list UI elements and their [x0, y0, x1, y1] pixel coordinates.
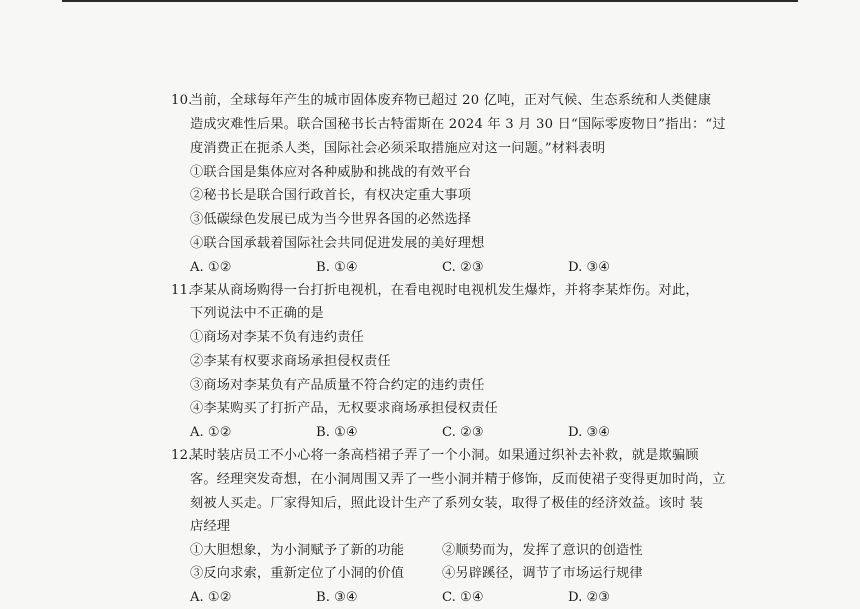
- question-stem-line: 刻被人买走。厂家得知后，照此设计生产了系列女装，取得了极佳的经济效益。该时 装: [190, 496, 704, 511]
- question-stem-line: 李某从商场购得一台打折电视机，在看电视时电视机发生爆炸，并将李某炸伤。对此，: [190, 283, 699, 298]
- choice-d: D. ③④: [568, 425, 611, 440]
- choice-c: C. ②③: [442, 425, 484, 440]
- question-stem-line: 下列说法中不正确的是: [190, 306, 324, 321]
- statement-1: ①大胆想象，为小洞赋予了新的功能: [190, 543, 405, 558]
- statement-3: ③商场对李某负有产品质量不符合约定的违约责任: [190, 378, 485, 393]
- choice-c: C. ①④: [442, 590, 484, 605]
- choice-d: D. ③④: [568, 260, 611, 275]
- choice-a: A. ①②: [190, 425, 232, 440]
- choice-b: B. ③④: [316, 590, 358, 605]
- question-number: 12.: [171, 448, 193, 463]
- question-stem-line: 造成灾难性后果。联合国秘书长古特雷斯在 2024 年 3 月 30 日“国际零废物日”指出：“过: [190, 117, 726, 132]
- top-border-line: [62, 0, 798, 2]
- choice-c: C. ②③: [442, 260, 484, 275]
- statement-3: ③反向求索，重新定位了小洞的价值: [190, 566, 405, 581]
- question-number: 11.: [171, 283, 193, 298]
- question-stem-line: 当前，全球每年产生的城市固体废弃物已超过 20 亿吨，正对气候、生态系统和人类健康: [190, 93, 712, 108]
- statement-3: ③低碳绿色发展已成为当今世界各国的必然选择: [190, 212, 472, 227]
- choice-b: B. ①④: [316, 425, 358, 440]
- choice-b: B. ①④: [316, 260, 358, 275]
- question-stem-line: 客。经理突发奇想，在小洞周围又弄了一些小洞并精于修饰，反而使裙子变得更加时尚，立: [190, 472, 726, 487]
- choice-d: D. ②③: [568, 590, 611, 605]
- statement-4: ④李某购买了打折产品，无权要求商场承担侵权责任: [190, 401, 498, 416]
- statement-2: ②李某有权要求商场承担侵权责任: [190, 354, 391, 369]
- question-number: 10.: [171, 93, 193, 108]
- statement-4: ④另辟蹊径，调节了市场运行规律: [442, 566, 643, 581]
- choice-a: A. ①②: [190, 590, 232, 605]
- choice-a: A. ①②: [190, 260, 232, 275]
- question-stem-line: 某时装店员工不小心将一条高档裙子弄了一个小洞。如果通过织补去补救，就是欺骗顾: [190, 448, 699, 463]
- statement-4: ④联合国承载着国际社会共同促进发展的美好理想: [190, 236, 485, 251]
- statement-2: ②顺势而为，发挥了意识的创造性: [442, 543, 643, 558]
- question-stem-line: 度消费正在扼杀人类，国际社会必须采取措施应对这一问题。”材料表明: [190, 141, 606, 156]
- statement-1: ①联合国是集体应对各种威胁和挑战的有效平台: [190, 165, 472, 180]
- question-stem-line: 店经理: [190, 519, 231, 534]
- statement-1: ①商场对李某不负有违约责任: [190, 330, 365, 345]
- statement-2: ②秘书长是联合国行政首长，有权决定重大事项: [190, 188, 472, 203]
